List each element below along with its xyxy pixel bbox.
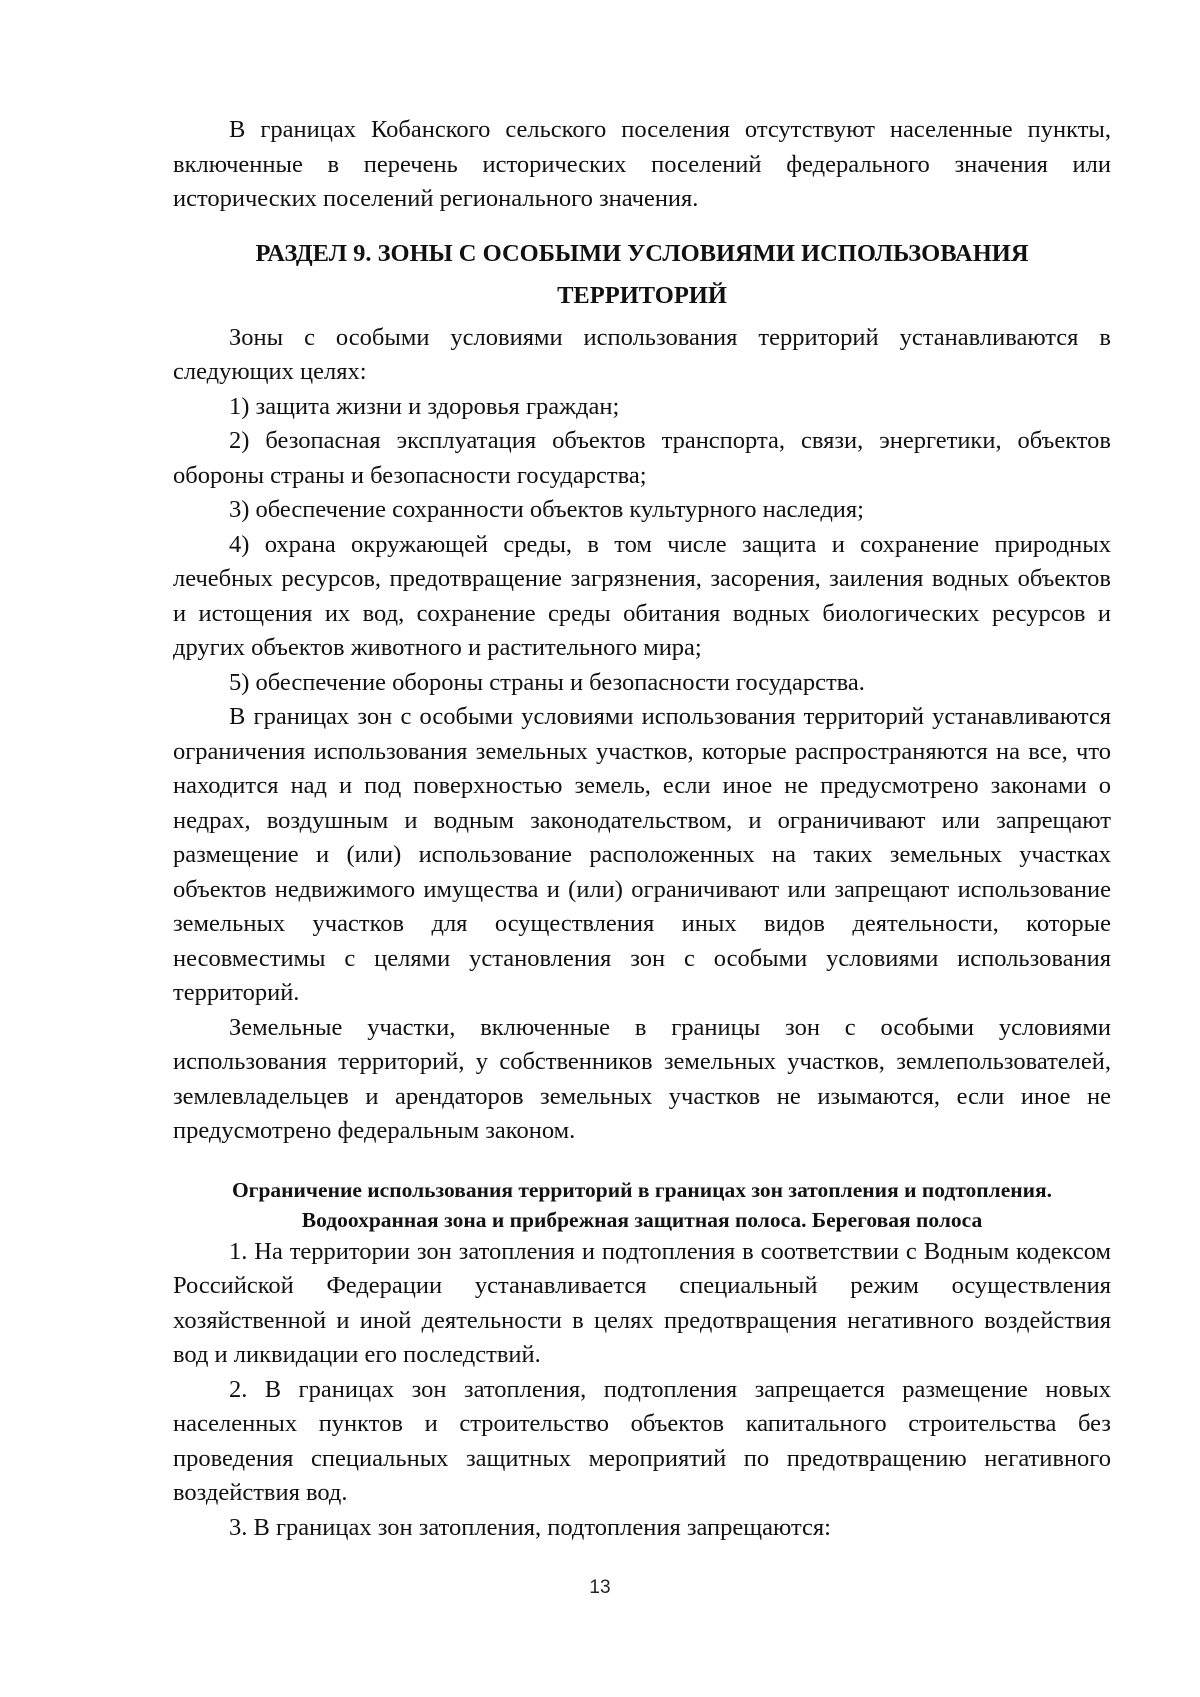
list-item-3: 3) обеспечение сохранности объектов культурного наследия; xyxy=(229,496,864,523)
section-heading xyxy=(173,233,1111,317)
page-content xyxy=(173,113,1111,1545)
subsection-heading-line-2: Водоохранная зона и прибрежная защитная полоса. Береговая полоса xyxy=(301,1207,983,1232)
section-heading-line-2: ТЕРРИТОРИЙ xyxy=(557,281,727,309)
subsection-heading-line-1: Ограничение использования территорий в границах зон затопления и подтопления. xyxy=(231,1177,1053,1202)
paragraph-point-2: 2. В границах зон затопления, подтопления запрещается размещение новых населенных пунктов и строительство объектов капитального строительства без проведения специальных защитных мероприятий по предотвращению негативного воздействия вод. xyxy=(173,1375,1111,1506)
paragraph-point-1: 1. На территории зон затопления и подтопления в соответствии с Водным кодексом Российской Федерации устанавливается специальный режим осуществления хозяйственной и иной деятельности в целях предотвращения негативного воздействия вод и ликвидации его последствий. xyxy=(173,1237,1111,1368)
subsection-heading xyxy=(173,1175,1111,1235)
list-item-2: 2) безопасная эксплуатация объектов транспорта, связи, энергетики, объектов обороны страны и безопасности государства; xyxy=(173,427,1111,489)
paragraph-restrictions: В границах зон с особыми условиями использования территорий устанавливаются ограничения использования земельных участков, которые распространяются на все, что находится над и под поверхностью земель, если иное не предусмотрено законами о недрах, воздушным и водным законодательством, и ограничивают или запрещают размещение и (или) использование расположенных на таких земельных участках объектов недвижимого имущества и (или) ограничивают или запрещают использование земельных участков для осуществления иных видов деятельности, которые несовместимы с целями установления зон с особыми условиями использования территорий. xyxy=(173,703,1111,1006)
paragraph-land-plots: Земельные участки, включенные в границы зон с особыми условиями использования территорий, у собственников земельных участков, землепользователей, землевладельцев и арендаторов земельных участков не изымаются, если иное не предусмотрено федеральным законом. xyxy=(173,1013,1111,1144)
list-item-4: 4) охрана окружающей среды, в том числе защита и сохранение природных лечебных ресурсов, предотвращение загрязнения, засорения, заиления водных объектов и истощения их вод, сохранение среды обитания водных биологических ресурсов и других объектов животного и растительного мира; xyxy=(173,530,1111,661)
list-item-5: 5) обеспечение обороны страны и безопасности государства. xyxy=(229,668,865,696)
list-item-1: 1) защита жизни и здоровья граждан; xyxy=(229,392,620,420)
paragraph-zones-purpose: Зоны с особыми условиями использования территорий устанавливаются в следующих целях: xyxy=(173,323,1111,385)
section-heading-line-1: РАЗДЕЛ 9. ЗОНЫ С ОСОБЫМИ УСЛОВИЯМИ ИСПОЛЬЗОВАНИЯ xyxy=(255,239,1029,267)
paragraph-historic-settlements: В границах Кобанского сельского поселения отсутствуют населенные пункты, включенные в перечень исторических поселений федерального значения или исторических поселений регионального значения. xyxy=(173,116,1111,212)
page-number: 13 xyxy=(589,1577,611,1598)
paragraph-point-3: 3. В границах зон затопления, подтопления запрещаются: xyxy=(229,1513,831,1541)
